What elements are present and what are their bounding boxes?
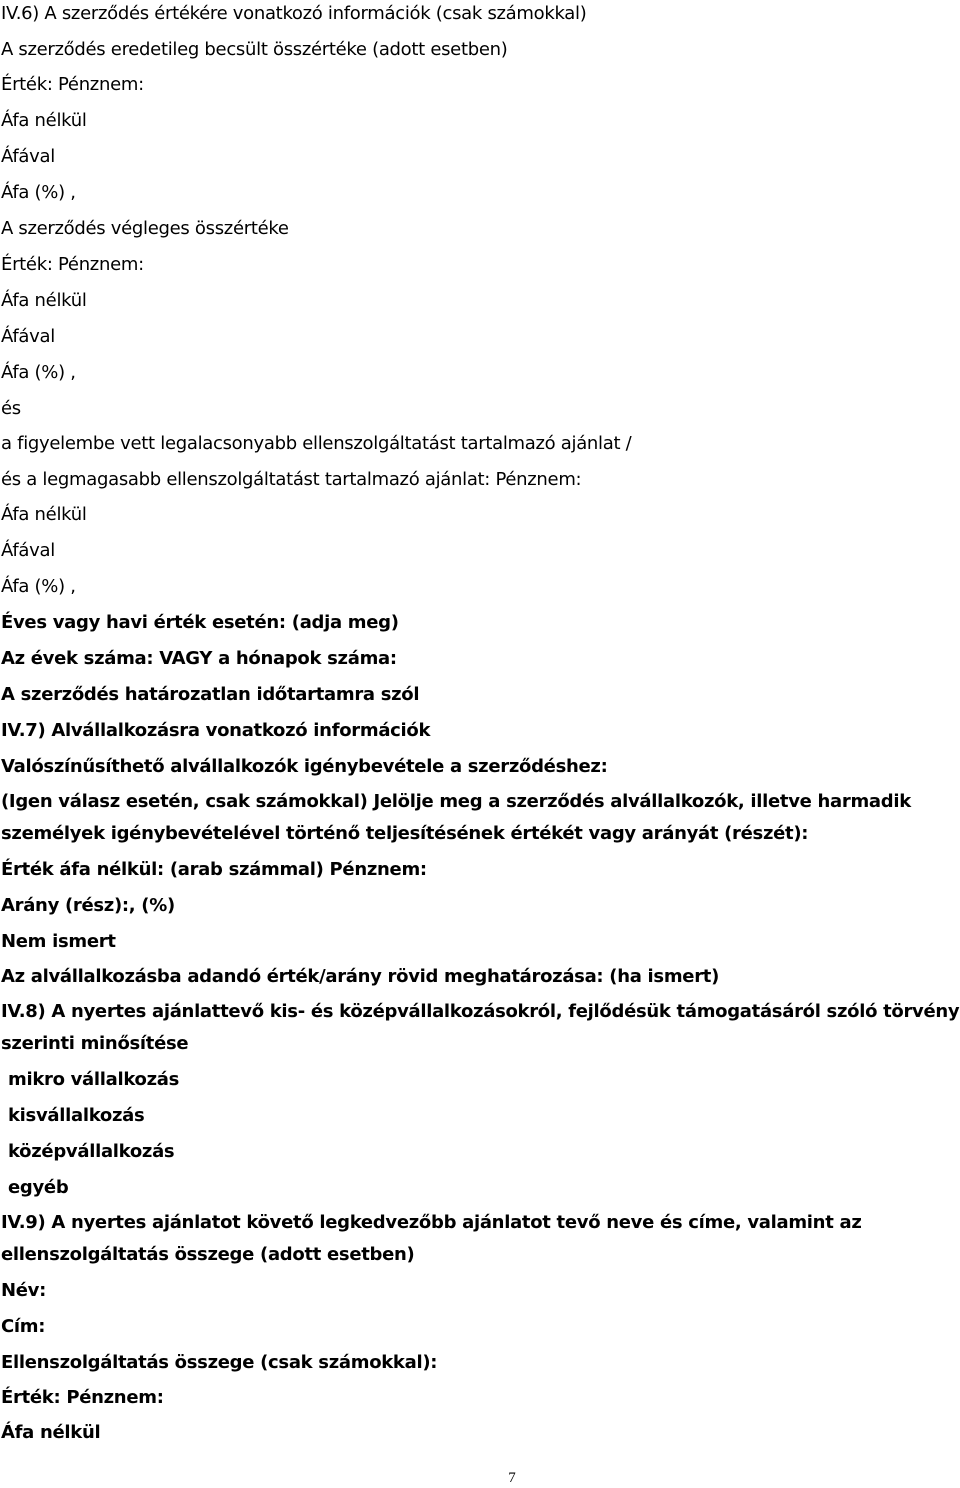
- value-currency-label: Érték: Pénznem:: [1, 254, 144, 275]
- without-vat-label: Áfa nélkül: [1, 504, 87, 525]
- vat-percent-label: Áfa (%) ,: [1, 576, 76, 597]
- option-micro-enterprise: mikro vállalkozás: [8, 1069, 180, 1090]
- value-without-vat-label: Érték áfa nélkül: (arab számmal) Pénznem:: [1, 859, 427, 880]
- section-heading-iv8-cont: szerinti minősítése: [1, 1033, 189, 1054]
- without-vat-label: Áfa nélkül: [1, 290, 87, 311]
- with-vat-label: Áfával: [1, 146, 55, 167]
- value-currency-label: Érték: Pénznem:: [1, 1387, 164, 1408]
- subcontracting-instruction-cont: személyek igénybevételével történő teljesítésének értékét vagy arányát (részét):: [1, 823, 809, 844]
- without-vat-label: Áfa nélkül: [1, 1422, 101, 1443]
- section-heading-iv8: IV.8) A nyertes ajánlattevő kis- és középvállalkozásokról, fejlődésük támogatásáról szóló törvény: [1, 1001, 960, 1022]
- value-currency-label: Érték: Pénznem:: [1, 74, 144, 95]
- final-value-label: A szerződés végleges összértéke: [1, 218, 289, 239]
- with-vat-label: Áfával: [1, 540, 55, 561]
- option-medium-enterprise: középvállalkozás: [8, 1141, 175, 1162]
- without-vat-label: Áfa nélkül: [1, 110, 87, 131]
- years-months-label: Az évek száma: VAGY a hónapok száma:: [1, 648, 397, 669]
- address-label: Cím:: [1, 1316, 46, 1337]
- not-known-label: Nem ismert: [1, 931, 116, 952]
- vat-percent-label: Áfa (%) ,: [1, 362, 76, 383]
- highest-offer-label: és a legmagasabb ellenszolgáltatást tartalmazó ajánlat: Pénznem:: [1, 469, 582, 490]
- section-heading-iv7: IV.7) Alvállalkozásra vonatkozó információk: [1, 720, 431, 741]
- estimated-value-label: A szerződés eredetileg becsült összértéke (adott esetben): [1, 39, 508, 60]
- vat-percent-label: Áfa (%) ,: [1, 182, 76, 203]
- subcontracting-instruction: (Igen válasz esetén, csak számokkal) Jelölje meg a szerződés alvállalkozók, illetve harmadik: [1, 791, 911, 812]
- option-small-enterprise: kisvállalkozás: [8, 1105, 145, 1126]
- page-number: 7: [508, 1470, 516, 1486]
- annual-monthly-label: Éves vagy havi érték esetén: (adja meg): [1, 612, 399, 633]
- name-label: Név:: [1, 1280, 47, 1301]
- section-heading-iv9-cont: ellenszolgáltatás összege (adott esetben): [1, 1244, 415, 1265]
- and-label: és: [1, 398, 21, 419]
- section-heading-iv6: IV.6) A szerződés értékére vonatkozó információk (csak számokkal): [1, 3, 587, 24]
- indefinite-term-label: A szerződés határozatlan időtartamra szól: [1, 684, 420, 705]
- lowest-offer-label: a figyelembe vett legalacsonyabb ellenszolgáltatást tartalmazó ajánlat /: [1, 433, 632, 454]
- consideration-amount-label: Ellenszolgáltatás összege (csak számokkal):: [1, 1352, 438, 1373]
- with-vat-label: Áfával: [1, 326, 55, 347]
- subcontracting-description-label: Az alvállalkozásba adandó érték/arány rövid meghatározása: (ha ismert): [1, 966, 720, 987]
- section-heading-iv9: IV.9) A nyertes ajánlatot követő legkedvezőbb ajánlatot tevő neve és címe, valamint az: [1, 1212, 862, 1233]
- option-other: egyéb: [8, 1177, 69, 1198]
- subcontractors-question: Valószínűsíthető alvállalkozók igénybevétele a szerződéshez:: [1, 756, 608, 777]
- proportion-label: Arány (rész):, (%): [1, 895, 175, 916]
